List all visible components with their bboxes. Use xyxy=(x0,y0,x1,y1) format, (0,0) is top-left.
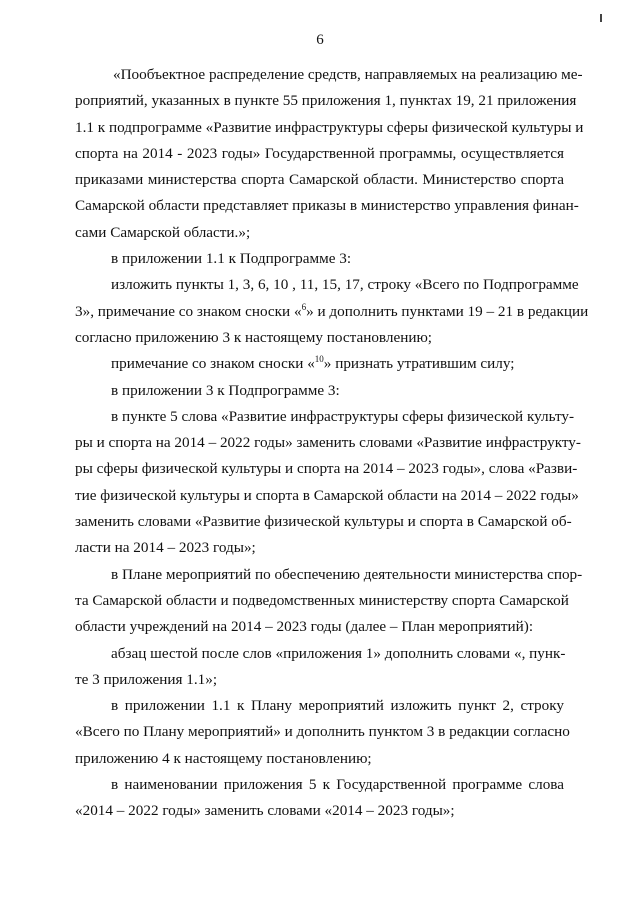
scan-mark xyxy=(600,14,602,22)
text-line: в приложении 3 к Подпрограмме 3: xyxy=(111,381,340,399)
paragraph xyxy=(75,404,581,562)
text-line: в пункте 5 слова «Развитие инфраструктуры сферы физической культу- xyxy=(111,407,575,425)
text-line: спорта на 2014 - 2023 годы» Государственной программы, осуществляется xyxy=(75,144,564,162)
paragraph xyxy=(75,378,564,404)
text-line: та Самарской области и подведомственных министерству спорта Самарской xyxy=(75,591,569,609)
text-line: «Всего по Плану мероприятий» и дополнить пунктом 3 в редакции согласно xyxy=(75,723,570,741)
paragraph xyxy=(75,351,564,377)
paragraph xyxy=(75,772,564,825)
text-line: сами Самарской области.»; xyxy=(75,223,251,241)
text-line: те 3 приложения 1.1»; xyxy=(75,670,218,688)
text-line: в приложении 1.1 к Подпрограмме 3: xyxy=(111,250,352,268)
text-line: Самарской области представляет приказы в министерство управления финан- xyxy=(75,197,579,215)
text-line: абзац шестой после слов «приложения 1» дополнить словами «, пунк- xyxy=(111,644,566,662)
paragraph xyxy=(75,693,570,772)
text-line: роприятий, указанных в пункте 55 приложения 1, пунктах 19, 21 приложения xyxy=(75,92,577,110)
paragraph xyxy=(75,641,564,694)
text-line: 1.1 к подпрограмме «Развитие инфраструктуры сферы физической культуры и xyxy=(75,118,584,136)
text-line: тие физической культуры и спорта в Самарской области на 2014 – 2022 годы» xyxy=(75,486,579,504)
text-line: заменить словами «Развитие физической культуры и спорта в Самарской об- xyxy=(75,513,572,531)
text-line xyxy=(75,299,589,325)
text-line: согласно приложению 3 к настоящему постановлению; xyxy=(75,328,433,346)
text-segment: » признать утратившим силу; xyxy=(323,355,515,373)
document-body xyxy=(75,62,589,825)
paragraph xyxy=(75,272,589,351)
text-line xyxy=(75,351,564,377)
text-line: приказами министерства спорта Самарской области. Министерство спорта xyxy=(75,171,564,189)
text-line: в Плане мероприятий по обеспечению деятельности министерства спор- xyxy=(111,565,583,583)
text-line: области учреждений на 2014 – 2023 годы (далее – План мероприятий): xyxy=(75,618,534,636)
page-number: 6 xyxy=(316,32,324,48)
text-segment: 3», примечание со знаком сноски « xyxy=(75,302,302,320)
paragraph xyxy=(75,246,564,272)
paragraph xyxy=(75,562,583,641)
text-line: ласти на 2014 – 2023 годы»; xyxy=(75,539,256,557)
footnote-mark: 10 xyxy=(314,354,324,365)
text-line: в наименовании приложения 5 к Государственной программе слова xyxy=(111,776,564,794)
footnote-mark: 6 xyxy=(301,301,307,312)
text-line: «Пообъектное распределение средств, направляемых на реализацию ме- xyxy=(113,66,583,83)
text-segment: примечание со знаком сноски « xyxy=(111,355,315,373)
text-line: ры и спорта на 2014 – 2022 годы» заменить словами «Развитие инфраструкту- xyxy=(75,434,581,452)
text-line: приложению 4 к настоящему постановлению; xyxy=(75,749,372,767)
text-line: ры сферы физической культуры и спорта на 2014 – 2023 годы», слова «Разви- xyxy=(75,460,578,478)
text-segment: » и дополнить пунктами 19 – 21 в редакции xyxy=(306,302,589,320)
text-line: изложить пункты 1, 3, 6, 10 , 11, 15, 17, строку «Всего по Подпрограмме xyxy=(111,276,579,294)
text-line: в приложении 1.1 к Плану мероприятий изложить пункт 2, строку xyxy=(111,697,564,715)
text-line: «2014 – 2022 годы» заменить словами «2014 – 2023 годы»; xyxy=(75,802,455,820)
paragraph xyxy=(75,62,584,246)
